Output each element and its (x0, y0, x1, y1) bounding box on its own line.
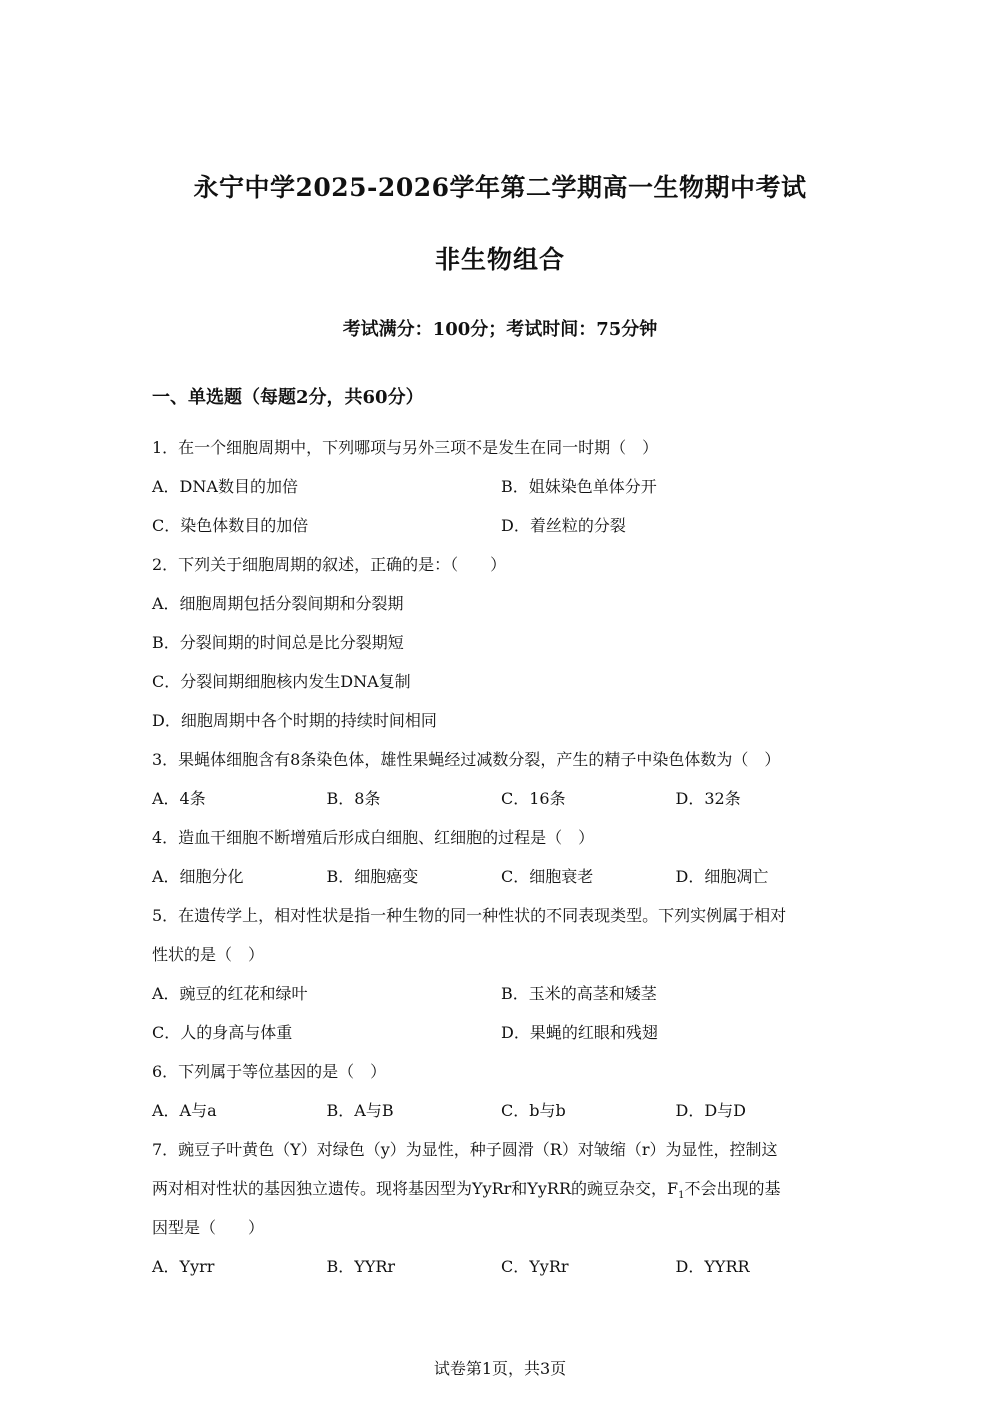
option-d: D．32条 (675, 789, 741, 808)
option-row (152, 1022, 852, 1061)
option-a: A．4条 (152, 789, 206, 808)
option-b: B．YYRr (326, 1257, 396, 1276)
option-a: A．豌豆的红花和绿叶 (152, 984, 308, 1003)
option-c: C．细胞衰老 (501, 867, 594, 886)
option-row (152, 515, 852, 554)
option-c: C．16条 (501, 789, 566, 808)
exam-info: 考试满分：100分；考试时间：75分钟 (342, 319, 658, 340)
question-stem-continued: 因型是（ ） (152, 1218, 265, 1237)
option-a: A．A与a (152, 1101, 217, 1120)
question-stem: 1．在一个细胞周期中，下列哪项与另外三项不是发生在同一时期（ ） (152, 438, 659, 457)
option-c: C．人的身高与体重 (152, 1023, 293, 1042)
stem-text: 不会出现的基 (684, 1179, 781, 1198)
subscript: 1 (678, 1190, 685, 1202)
exam-subtitle: 非生物组合 (434, 245, 565, 274)
exam-title: 永宁中学2025-2026学年第二学期高一生物期中考试 (193, 173, 807, 202)
option-d: D．YYRR (675, 1257, 750, 1276)
option-b: B．细胞癌变 (326, 867, 419, 886)
question-stem: 7．豌豆子叶黄色（Y）对绿色（y）为显性，种子圆滑（R）对皱缩（r）为显性，控制这 (152, 1140, 778, 1159)
option-row (152, 866, 852, 905)
question-list (152, 437, 852, 1295)
question-stem: 5．在遗传学上，相对性状是指一种生物的同一种性状的不同表现类型。下列实例属于相对 (152, 906, 787, 925)
option-c: C．YyRr (501, 1257, 569, 1276)
option-a: A．DNA数目的加倍 (152, 477, 298, 496)
option-a: A．Yyrr (152, 1257, 215, 1276)
option-b: B．A与B (326, 1101, 394, 1120)
option-a: A．细胞分化 (152, 867, 244, 886)
question-stem: 3．果蝇体细胞含有8条染色体，雄性果蝇经过减数分裂，产生的精子中染色体数为（ ） (152, 750, 781, 769)
option-row (152, 476, 852, 515)
option-d: D．D与D (675, 1101, 746, 1120)
option-row (152, 1256, 852, 1295)
option-c: C．b与b (501, 1101, 566, 1120)
option-row (152, 983, 852, 1022)
option-row (152, 788, 852, 827)
option-b: B．姐妹染色单体分开 (501, 477, 657, 496)
option-row (152, 1100, 852, 1139)
option-b: B．分裂间期的时间总是比分裂期短 (152, 633, 404, 652)
question-stem-continued (152, 1178, 852, 1217)
option-a: A．细胞周期包括分裂间期和分裂期 (152, 594, 404, 613)
option-b: B．8条 (326, 789, 381, 808)
option-d: D．细胞凋亡 (675, 867, 769, 886)
option-b: B．玉米的高茎和矮茎 (501, 984, 657, 1003)
option-c: C．染色体数目的加倍 (152, 516, 309, 535)
stem-text: 两对相对性状的基因独立遗传。现将基因型为YyRr和YyRR的豌豆杂交，F (152, 1179, 679, 1198)
section-heading: 一、单选题（每题2分，共60分） (152, 387, 424, 408)
option-d: D．着丝粒的分裂 (501, 516, 626, 535)
question-stem: 2．下列关于细胞周期的叙述，正确的是：（ ） (152, 555, 507, 574)
page-footer: 试卷第1页，共3页 (433, 1359, 567, 1378)
option-d: D．果蝇的红眼和残翅 (501, 1023, 658, 1042)
question-stem: 4．造血干细胞不断增殖后形成白细胞、红细胞的过程是（ ） (152, 828, 595, 847)
option-d: D．细胞周期中各个时期的持续时间相同 (152, 711, 437, 730)
option-c: C．分裂间期细胞核内发生DNA复制 (152, 672, 411, 691)
question-stem-continued: 性状的是（ ） (152, 945, 265, 964)
question-stem: 6．下列属于等位基因的是（ ） (152, 1062, 387, 1081)
